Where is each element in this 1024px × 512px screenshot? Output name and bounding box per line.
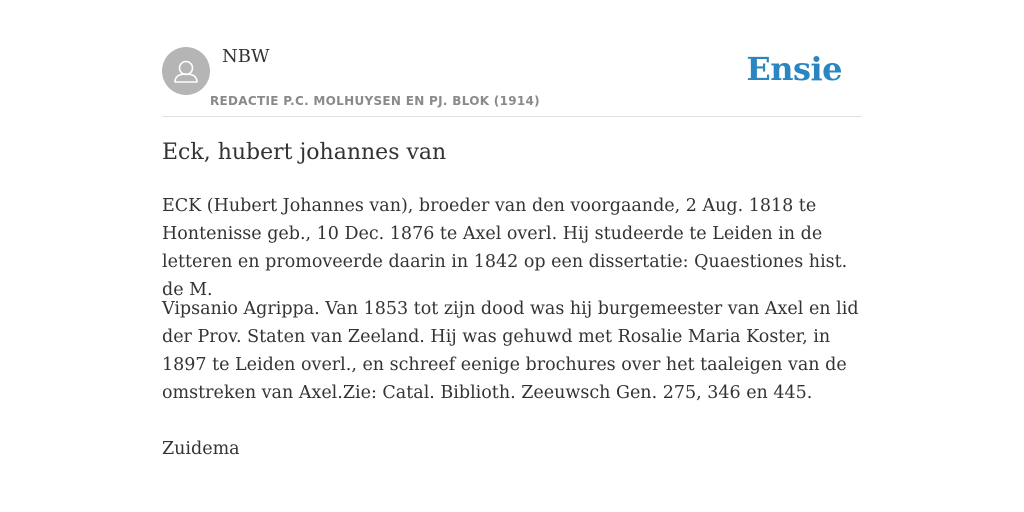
article-header [162,0,862,117]
article-card [162,0,862,459]
source-avatar[interactable] [162,47,210,95]
article-paragraph-2: Vipsanio Agrippa. Van 1853 tot zijn dood was hij burgemeester van Axel en lid der Prov. Staten van Zeeland. Hij was gehuwd met Rosalie Maria Koster, in 1897 te Leiden overl., en schreef eenige brochures over het taaleigen van de omstreken van Axel.Zie: Catal. Biblioth. Zeeuwsch Gen. 275, 346 en 445. [162,299,859,403]
source-name[interactable]: NBW [222,46,270,67]
brand-logo-link[interactable]: Ensie [746,50,842,88]
user-silhouette-icon [162,47,210,95]
source-subtitle: REDACTIE P.C. MOLHUYSEN EN PJ. BLOK (1914) [210,94,540,108]
article-paragraph-1: ECK (Hubert Johannes van), broeder van den voorgaande, 2 Aug. 1818 te Hontenisse geb., 10 Dec. 1876 te Axel overl. Hij studeerde te Leiden in de letteren en promoveerde daarin in 1842 op een dissertatie: Quaestiones hist. de M. [162,196,848,300]
article-title: Eck, hubert johannes van [162,140,447,165]
article-author: Zuidema [162,439,240,459]
